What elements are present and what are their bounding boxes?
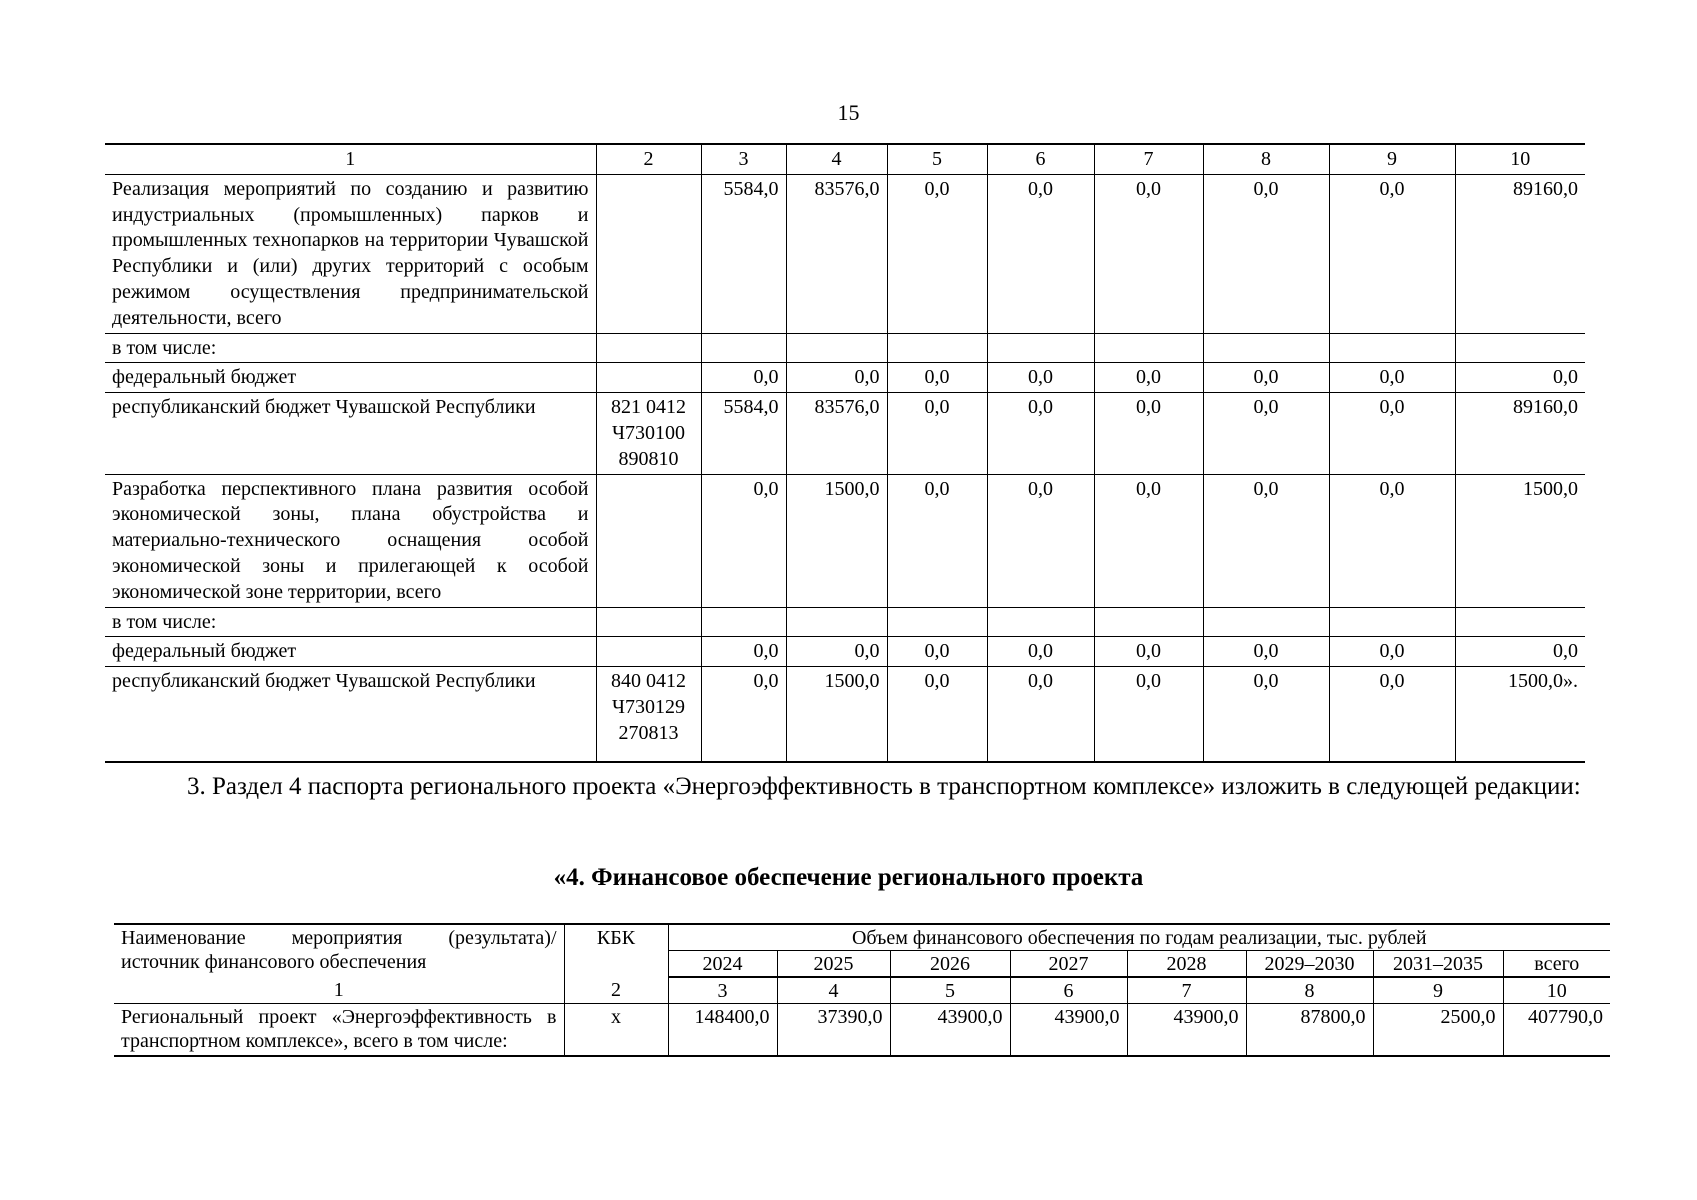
row-value-cell [1329, 333, 1455, 363]
column-number-cell: 10 [1455, 144, 1585, 174]
row-value-cell: 0,0 [987, 393, 1094, 474]
year-header-cell: 2024 [668, 951, 777, 978]
column-numbers-row [114, 977, 1610, 1004]
row-kbk-cell: х [564, 1004, 668, 1057]
row-value-cell: 0,0 [887, 174, 987, 333]
row-value-cell: 43900,0 [890, 1004, 1010, 1057]
row-value-cell: 0,0 [887, 637, 987, 667]
row-code-cell: 840 0412 Ч730129 270813 [596, 667, 701, 762]
row-value-cell: 0,0 [701, 637, 786, 667]
row-code-cell [596, 474, 701, 607]
row-value-cell: 37390,0 [777, 1004, 890, 1057]
table-row [105, 363, 1585, 393]
row-value-cell: 0,0 [887, 667, 987, 762]
row-code-cell [596, 607, 701, 637]
column-number-cell: 6 [1010, 977, 1127, 1004]
table-row [105, 333, 1585, 363]
row-value-cell: 5584,0 [701, 393, 786, 474]
row-value-cell: 0,0 [701, 667, 786, 762]
row-value-cell: 0,0 [1094, 363, 1203, 393]
row-value-cell [1455, 333, 1585, 363]
row-value-cell: 0,0 [887, 363, 987, 393]
row-name-cell: Разработка перспективного плана развития особой экономической зоны, плана обустройства и материально-технического оснащения особой экономической зоны и прилегающей к особой экономической зоне территории, всего [105, 474, 596, 607]
row-value-cell [786, 607, 887, 637]
column-number-cell: 10 [1503, 977, 1610, 1004]
row-value-cell: 0,0 [987, 474, 1094, 607]
row-value-cell: 43900,0 [1010, 1004, 1127, 1057]
row-value-cell [701, 333, 786, 363]
row-value-cell: 0,0 [1094, 474, 1203, 607]
row-value-cell [1203, 333, 1329, 363]
table-row [105, 474, 1585, 607]
section-title: «4. Финансовое обеспечение регионального проекта [553, 864, 1144, 891]
year-header-cell: всего [1503, 951, 1610, 978]
column-number-cell: 3 [668, 977, 777, 1004]
row-value-cell: 0,0 [1455, 363, 1585, 393]
header-volume-col: Объем финансового обеспечения по годам реализации, тыс. рублей [668, 924, 1610, 951]
column-number-cell: 2 [564, 977, 668, 1004]
column-number-cell: 6 [987, 144, 1094, 174]
column-number-cell: 2 [596, 144, 701, 174]
row-value-cell: 0,0 [1329, 393, 1455, 474]
row-value-cell: 1500,0 [786, 474, 887, 607]
row-value-cell: 0,0 [701, 363, 786, 393]
row-code-cell [596, 363, 701, 393]
column-number-cell: 1 [114, 977, 564, 1004]
row-code-cell [596, 174, 701, 333]
row-value-cell [887, 607, 987, 637]
row-value-cell: 83576,0 [786, 174, 887, 333]
row-value-cell: 1500,0». [1455, 667, 1585, 762]
column-number-cell: 7 [1094, 144, 1203, 174]
row-value-cell: 0,0 [987, 363, 1094, 393]
table-row [105, 637, 1585, 667]
budget-table-1 [105, 143, 1585, 763]
page-number: 15 [837, 100, 860, 125]
row-value-cell: 0,0 [1329, 363, 1455, 393]
column-number-cell: 8 [1203, 144, 1329, 174]
row-value-cell: 0,0 [887, 474, 987, 607]
row-value-cell: 0,0 [1203, 174, 1329, 333]
row-code-cell [596, 333, 701, 363]
column-number-cell: 4 [786, 144, 887, 174]
year-header-cell: 2031–2035 [1373, 951, 1503, 978]
table-row [105, 667, 1585, 762]
row-value-cell: 0,0 [987, 637, 1094, 667]
table-row [114, 1004, 1610, 1057]
row-value-cell [987, 333, 1094, 363]
row-value-cell: 0,0 [1203, 667, 1329, 762]
row-value-cell: 0,0 [1455, 637, 1585, 667]
row-value-cell: 1500,0 [786, 667, 887, 762]
year-header-cell: 2026 [890, 951, 1010, 978]
column-number-cell: 8 [1246, 977, 1373, 1004]
row-value-cell: 0,0 [786, 363, 887, 393]
row-value-cell: 0,0 [1094, 667, 1203, 762]
row-value-cell [1094, 607, 1203, 637]
row-value-cell: 0,0 [987, 667, 1094, 762]
header-kbk-col: КБК [564, 924, 668, 977]
row-value-cell: 5584,0 [701, 174, 786, 333]
column-number-cell: 3 [701, 144, 786, 174]
row-value-cell: 0,0 [887, 393, 987, 474]
row-value-cell: 0,0 [1094, 393, 1203, 474]
row-name-cell: федеральный бюджет [105, 637, 596, 667]
row-value-cell: 87800,0 [1246, 1004, 1373, 1057]
row-value-cell: 0,0 [987, 174, 1094, 333]
row-value-cell: 0,0 [1203, 474, 1329, 607]
row-value-cell [1455, 607, 1585, 637]
table-row [105, 607, 1585, 637]
row-name-cell: в том числе: [105, 607, 596, 637]
row-value-cell: 0,0 [701, 474, 786, 607]
instruction-paragraph: 3. Раздел 4 паспорта регионального проекта «Энергоэффективность в транспортном комплексе» изложить в следующей редакции: [187, 773, 1581, 800]
row-value-cell: 148400,0 [668, 1004, 777, 1057]
row-value-cell: 83576,0 [786, 393, 887, 474]
column-number-cell: 7 [1127, 977, 1246, 1004]
table-row [105, 174, 1585, 333]
row-value-cell: 89160,0 [1455, 174, 1585, 333]
row-code-cell [596, 637, 701, 667]
year-header-cell: 2025 [777, 951, 890, 978]
column-number-cell: 4 [777, 977, 890, 1004]
row-value-cell [786, 333, 887, 363]
row-value-cell: 0,0 [786, 637, 887, 667]
row-value-cell: 0,0 [1094, 174, 1203, 333]
row-value-cell: 2500,0 [1373, 1004, 1503, 1057]
column-number-cell: 9 [1329, 144, 1455, 174]
row-value-cell [987, 607, 1094, 637]
year-header-cell: 2027 [1010, 951, 1127, 978]
row-value-cell [1203, 607, 1329, 637]
column-number-cell: 5 [890, 977, 1010, 1004]
row-value-cell [701, 607, 786, 637]
row-name-cell: Региональный проект «Энергоэффективность в транспортном комплексе», всего в том числе: [114, 1004, 564, 1057]
table-row [105, 393, 1585, 474]
row-value-cell: 0,0 [1329, 474, 1455, 607]
row-name-cell: республиканский бюджет Чувашской Республики [105, 393, 596, 474]
row-code-cell: 821 0412 Ч730100 890810 [596, 393, 701, 474]
row-name-cell: в том числе: [105, 333, 596, 363]
row-name-cell: Реализация мероприятий по созданию и развитию индустриальных (промышленных) парков и промышленных технопарков на территории Чувашской Республики и (или) других территорий с особым режимом осуществления предпринимательской деятельности, всего [105, 174, 596, 333]
column-number-cell: 5 [887, 144, 987, 174]
column-number-cell: 9 [1373, 977, 1503, 1004]
row-value-cell: 0,0 [1094, 637, 1203, 667]
row-name-cell: республиканский бюджет Чувашской Республики [105, 667, 596, 762]
header-name-col: Наименование мероприятия (результата)/ источник финансового обеспечения [114, 924, 564, 977]
row-value-cell: 407790,0 [1503, 1004, 1610, 1057]
row-value-cell: 0,0 [1329, 174, 1455, 333]
year-header-cell: 2029–2030 [1246, 951, 1373, 978]
budget-table-2 [114, 923, 1610, 1057]
row-name-cell: федеральный бюджет [105, 363, 596, 393]
row-value-cell [1329, 607, 1455, 637]
column-number-cell: 1 [105, 144, 596, 174]
row-value-cell [887, 333, 987, 363]
year-header-cell: 2028 [1127, 951, 1246, 978]
row-value-cell: 0,0 [1203, 637, 1329, 667]
row-value-cell: 89160,0 [1455, 393, 1585, 474]
row-value-cell: 0,0 [1329, 667, 1455, 762]
table-header-row [105, 144, 1585, 174]
row-value-cell: 0,0 [1203, 363, 1329, 393]
row-value-cell: 0,0 [1329, 637, 1455, 667]
row-value-cell: 1500,0 [1455, 474, 1585, 607]
row-value-cell [1094, 333, 1203, 363]
row-value-cell: 0,0 [1203, 393, 1329, 474]
row-value-cell: 43900,0 [1127, 1004, 1246, 1057]
